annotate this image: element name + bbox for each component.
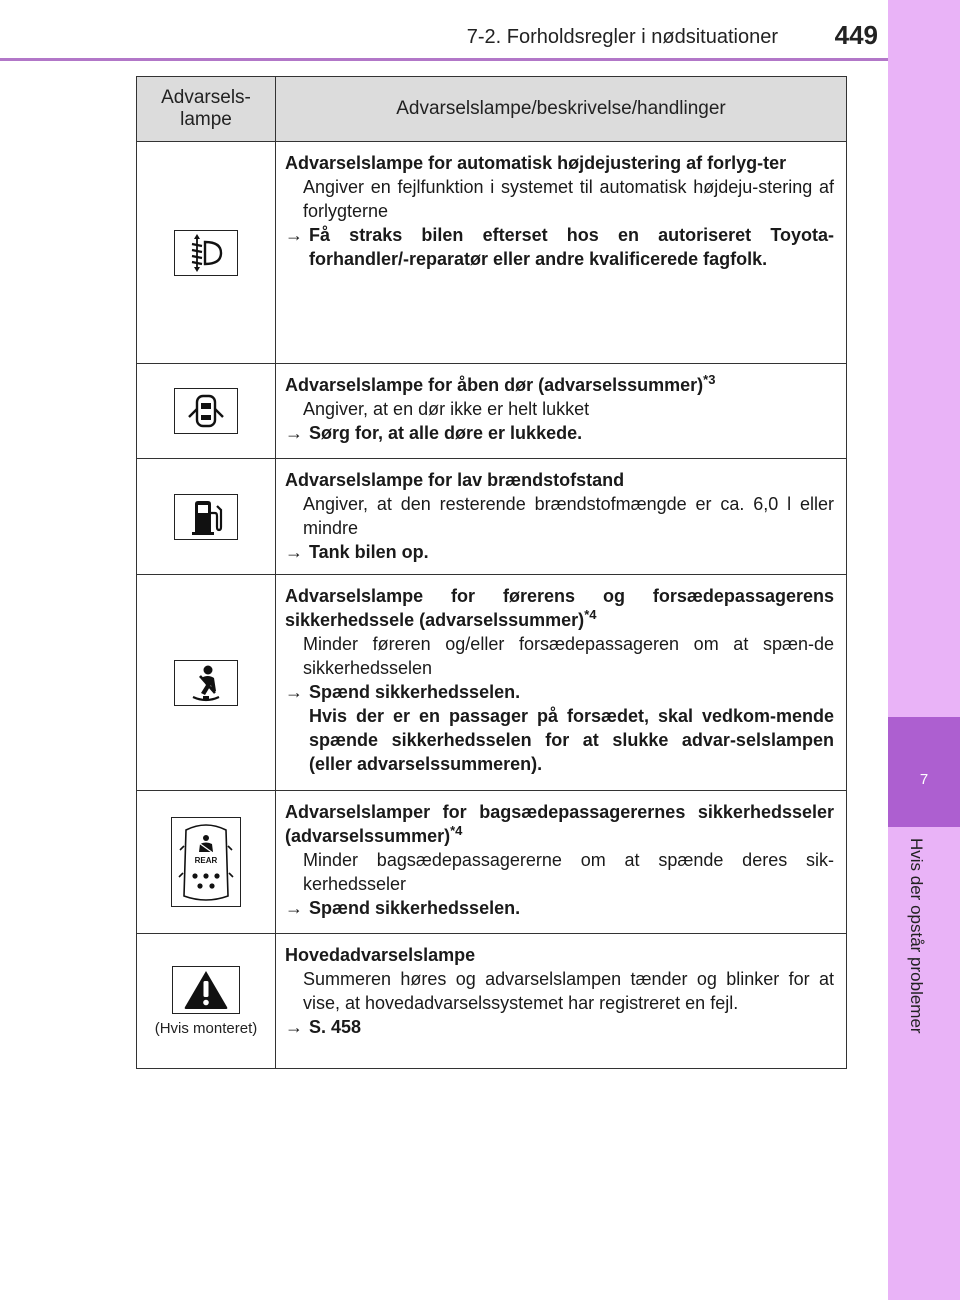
rear-seatbelt-icon — [171, 817, 241, 907]
lamp-action — [285, 540, 834, 564]
table-row — [137, 791, 847, 934]
lamp-description: Minder bagsædepassagererne om at spænde deres sik-kerhedsseler — [303, 850, 834, 894]
lamp-title: Advarselslampe for lav brændstofstand — [285, 470, 625, 490]
lamp-action — [285, 896, 834, 920]
lamp-action — [285, 223, 834, 271]
lamp-title-text: Advarselslampe for åben dør (advarselssummer) — [285, 375, 704, 395]
column-header-lamp — [137, 77, 276, 142]
page-number: 449 — [834, 20, 878, 50]
table-row — [137, 934, 847, 1069]
icon-cell — [137, 142, 276, 364]
lamp-action-text: Tank bilen op. — [309, 542, 429, 562]
arrow-icon: → — [285, 542, 303, 562]
lamp-note: Hvis der er en passager på forsædet, skal vedkom-mende spænde sikkerhedsselen for at slukke advar-selslampen (eller advarselssummeren). — [309, 706, 834, 774]
column-header-lamp-label: Advarsels- lampe — [161, 87, 251, 130]
icon-cell — [137, 791, 276, 934]
lamp-title — [285, 800, 834, 848]
arrow-icon: → — [285, 682, 303, 702]
lamp-action-text: Spænd sikkerhedsselen. — [309, 682, 521, 702]
lamp-action — [285, 1015, 834, 1039]
lamp-action — [285, 421, 834, 445]
arrow-icon: → — [285, 225, 303, 245]
fuel-pump-icon — [174, 494, 238, 540]
chapter-title: Hvis der opstår problemer — [907, 838, 926, 1034]
lamp-action-text: Få straks bilen efterset hos en autoriseret Toyota-forhandler/-reparatør eller andre kvalificerede fagfolk. — [309, 225, 834, 269]
footnote-marker: *4 — [584, 607, 597, 622]
icon-cell — [137, 459, 276, 575]
column-header-description-label: Advarselslampe/beskrivelse/handlinger — [396, 98, 726, 119]
lamp-title-text: Advarselslamper for bagsædepassagerernes sikkerhedsseler (advarselssummer) — [285, 802, 834, 846]
chapter-tab — [888, 717, 960, 827]
open-door-icon — [174, 388, 238, 434]
footnote-marker: *4 — [450, 823, 463, 838]
headlight-leveling-icon — [174, 230, 238, 276]
description-cell — [276, 575, 847, 791]
table-row — [137, 142, 847, 364]
table-header-row — [137, 77, 847, 142]
arrow-icon: → — [285, 423, 303, 443]
lamp-description: Summeren høres og advarselslampen tænder og blinker for at vise, at hovedadvarselssystemet har registreret en fejl. — [303, 969, 834, 1013]
lamp-title: Advarselslampe for automatisk højdejustering af forlyg-ter — [285, 153, 787, 173]
description-cell — [276, 934, 847, 1069]
lamp-action-text: S. 458 — [309, 1017, 362, 1037]
lamp-description: Minder føreren og/eller forsædepassageren om at spæn-de sikkerhedsselen — [303, 634, 834, 678]
icon-cell — [137, 575, 276, 791]
description-cell — [276, 459, 847, 575]
table-row — [137, 459, 847, 575]
table-row — [137, 575, 847, 791]
lamp-action-text: Sørg for, at alle døre er lukkede. — [309, 423, 583, 443]
lamp-title — [285, 373, 834, 397]
description-cell — [276, 364, 847, 459]
fitted-note: (Hvis monteret) — [154, 1019, 258, 1037]
lamp-title: Hovedadvarselslampe — [285, 945, 476, 965]
description-cell — [276, 142, 847, 364]
table-row — [137, 364, 847, 459]
chapter-sidebar — [888, 0, 960, 1300]
lamp-description: Angiver, at den resterende brændstofmængde er ca. 6,0 l eller mindre — [303, 494, 834, 538]
footnote-marker: *3 — [703, 372, 716, 387]
icon-cell — [137, 934, 276, 1069]
section-title: 7-2. Forholdsregler i nødsituationer — [466, 26, 778, 48]
column-header-description — [276, 77, 847, 142]
arrow-icon: → — [285, 898, 303, 918]
chapter-number: 7 — [919, 771, 929, 788]
warning-lamp-table — [136, 76, 847, 1069]
lamp-action-text: Spænd sikkerhedsselen. — [309, 898, 521, 918]
arrow-icon: → — [285, 1017, 303, 1037]
lamp-description: Angiver, at en dør ikke er helt lukket — [303, 399, 590, 419]
icon-cell — [137, 364, 276, 459]
lamp-title — [285, 584, 834, 632]
lamp-description: Angiver en fejlfunktion i systemet til automatisk højdeju-stering af forlygterne — [303, 177, 834, 221]
lamp-title-text: Advarselslampe for førerens og forsædepassagerens sikkerhedssele (advarselssummer) — [285, 586, 834, 630]
header-divider — [0, 58, 888, 61]
seatbelt-icon — [174, 660, 238, 706]
lamp-action — [285, 680, 834, 704]
description-cell — [276, 791, 847, 934]
rear-icon-label: REAR — [194, 856, 218, 865]
master-warning-icon — [172, 966, 240, 1014]
page-header — [0, 0, 888, 60]
